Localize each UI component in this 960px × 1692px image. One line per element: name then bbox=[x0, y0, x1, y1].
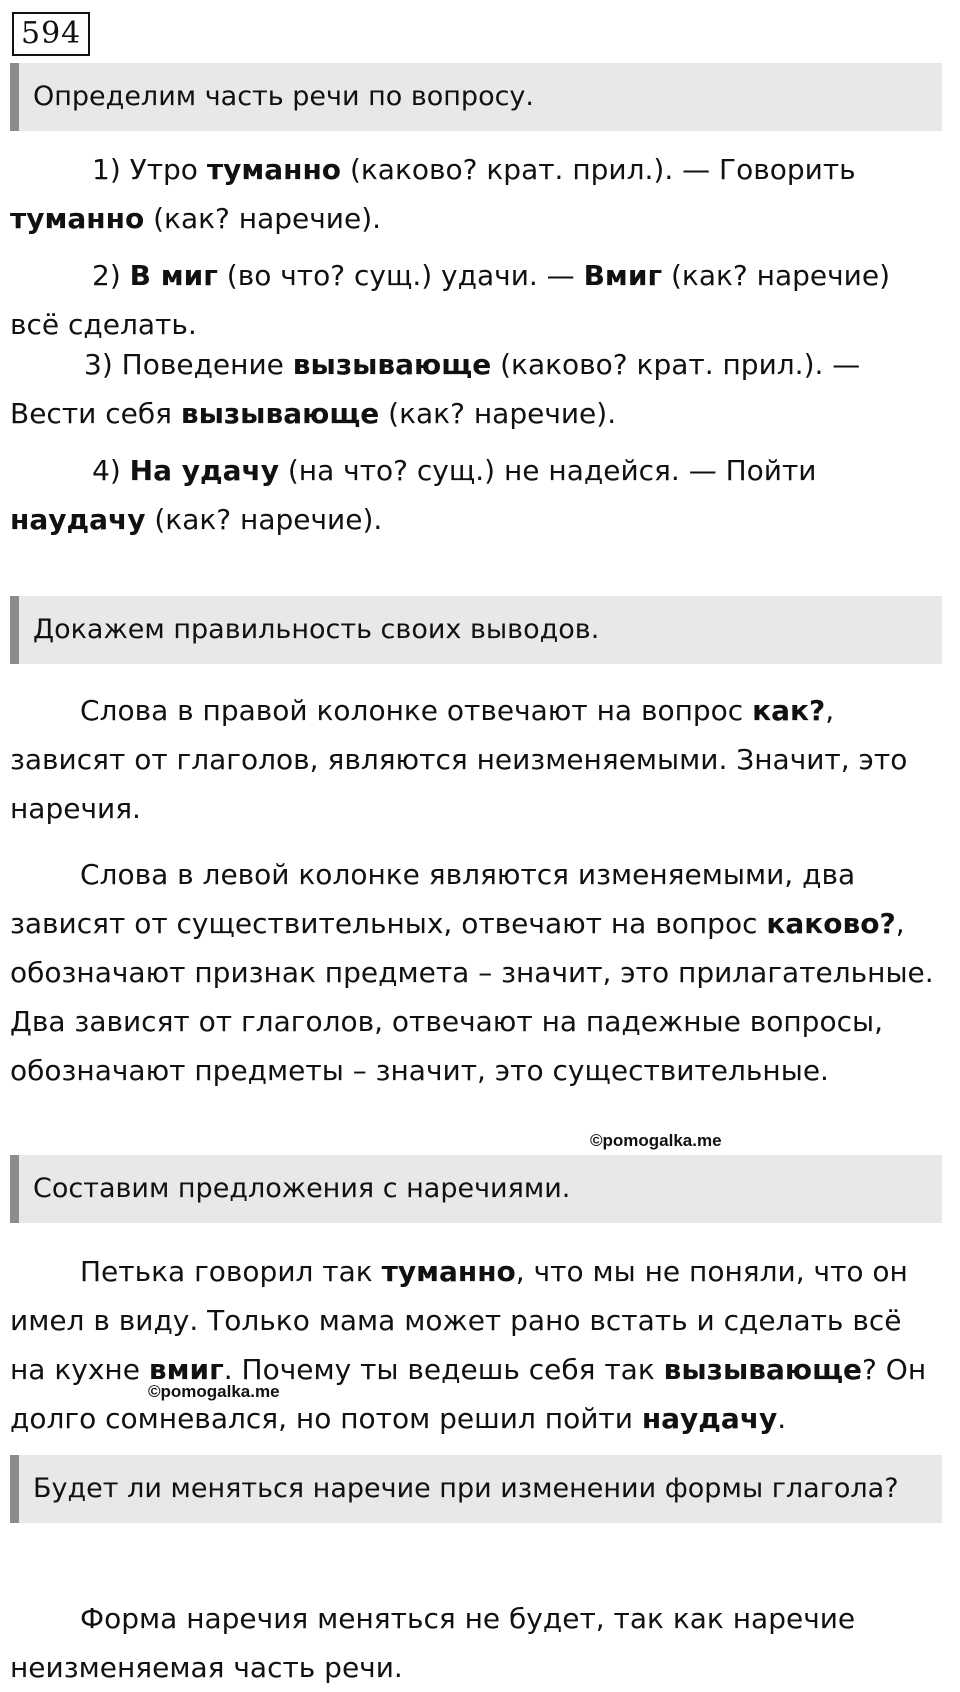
item-text bbox=[121, 259, 130, 292]
paragraph-sentences bbox=[10, 1247, 945, 1443]
item-bold: В миг bbox=[129, 259, 218, 292]
item-bold: туманно bbox=[206, 153, 342, 186]
item-text: (как? наречие). bbox=[145, 503, 383, 536]
section-header-1: Определим часть речи по вопросу. bbox=[10, 63, 942, 131]
paragraph-text: , зависят от глаголов, являются неизменяемыми. Значит, это наречия. bbox=[10, 694, 908, 825]
paragraph-bold: вмиг bbox=[148, 1353, 224, 1386]
paragraph-text: , что мы не поняли, что он имел в виду. Только мама может рано встать и сделать всё на кухне bbox=[10, 1255, 908, 1386]
paragraph-bold: вызывающе bbox=[663, 1353, 863, 1386]
watermark: ©pomogalka.me bbox=[148, 1382, 280, 1401]
item-number: 3) bbox=[84, 348, 113, 381]
item-number: 1) bbox=[92, 153, 121, 186]
paragraph-text: Петька говорил так bbox=[80, 1255, 382, 1288]
paragraph-text: ? Он долго сомневался, но потом решил пойти bbox=[10, 1353, 927, 1435]
item-1 bbox=[10, 145, 945, 243]
paragraph-bold: наудачу bbox=[641, 1402, 778, 1435]
item-2 bbox=[10, 251, 945, 349]
item-bold: наудачу bbox=[10, 503, 146, 536]
paragraph-conclusion-1 bbox=[10, 686, 945, 833]
section-header-3: Составим предложения с наречиями. bbox=[10, 1155, 942, 1223]
item-number: 4) bbox=[92, 454, 121, 487]
item-text: Поведение bbox=[121, 348, 293, 381]
item-text: (на что? сущ.) не надейся. — Пойти bbox=[278, 454, 817, 487]
item-4 bbox=[10, 446, 945, 544]
item-number: 2) bbox=[92, 259, 121, 292]
paragraph-text: Слова в левой колонке являются изменяемыми, два зависят от существительных, отвечают на вопрос bbox=[10, 858, 856, 940]
watermark: ©pomogalka.me bbox=[590, 1131, 722, 1150]
item-text: (как? наречие) всё сделать. bbox=[10, 259, 891, 341]
item-3 bbox=[10, 340, 945, 438]
paragraph-bold: как? bbox=[752, 694, 826, 727]
item-bold: На удачу bbox=[129, 454, 279, 487]
paragraph-text: , обозначают признак предмета – значит, это прилагательные. Два зависят от глаголов, отвечают на падежные вопросы, обозначают предметы – значит, это существительные. bbox=[10, 907, 934, 1087]
paragraph-bold: каково? bbox=[766, 907, 896, 940]
paragraph-conclusion-2 bbox=[10, 850, 945, 1095]
paragraph-text: Слова в правой колонке отвечают на вопрос bbox=[80, 694, 753, 727]
paragraph-text: . Почему ты ведешь себя так bbox=[223, 1353, 664, 1386]
item-bold: вызывающе bbox=[180, 397, 380, 430]
item-bold: туманно bbox=[10, 202, 145, 235]
item-text: (каково? крат. прил.). — Вести себя bbox=[10, 348, 861, 430]
item-text bbox=[121, 454, 130, 487]
paragraph-answer: Форма наречия меняться не будет, так как наречие неизменяемая часть речи. bbox=[10, 1602, 856, 1684]
item-text: (во что? сущ.) удачи. — bbox=[217, 259, 584, 292]
paragraph-text: . bbox=[777, 1402, 787, 1435]
paragraph-bold: туманно bbox=[381, 1255, 516, 1288]
item-bold: вызывающе bbox=[292, 348, 492, 381]
section-header-2: Докажем правильность своих выводов. bbox=[10, 596, 942, 664]
item-text: (как? наречие). bbox=[379, 397, 617, 430]
task-number: 594 bbox=[12, 12, 90, 56]
section-header-4: Будет ли меняться наречие при изменении формы глагола? bbox=[10, 1455, 942, 1523]
item-text: (как? наречие). bbox=[144, 202, 382, 235]
item-text: (каково? крат. прил.). — Говорить bbox=[341, 153, 856, 186]
item-bold: Вмиг bbox=[583, 259, 663, 292]
item-text: Утро bbox=[129, 153, 207, 186]
